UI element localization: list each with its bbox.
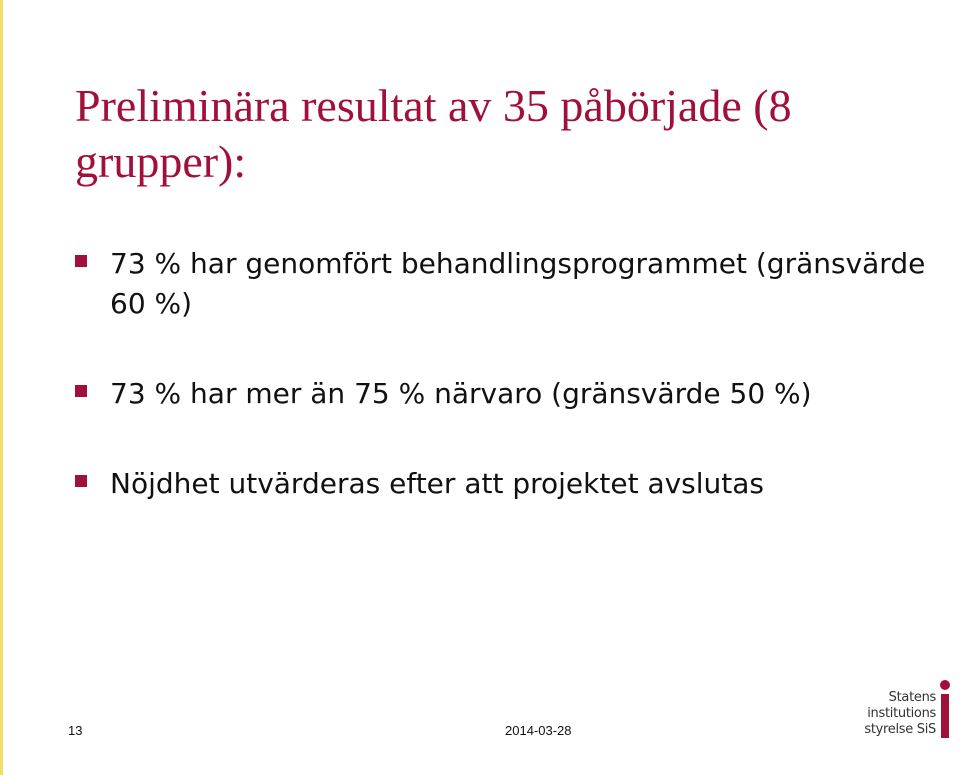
bullet-item	[75, 464, 935, 504]
bullet-text: 73 % har genomfört behandlingsprogrammet (gränsvärde 60 %)	[110, 247, 926, 320]
bullet-text: Nöjdhet utvärderas efter att projektet avslutas	[110, 467, 765, 500]
page-number: 13	[68, 723, 83, 738]
square-bullet-icon	[75, 385, 87, 397]
left-edge-rule	[0, 0, 3, 775]
logo-i-mark-icon	[938, 678, 952, 740]
square-bullet-icon	[75, 475, 87, 487]
bullet-item	[75, 244, 935, 324]
square-bullet-icon	[75, 255, 87, 267]
sis-logo	[852, 676, 952, 742]
bullet-list	[75, 244, 935, 504]
logo-text-line: institutions	[867, 706, 936, 721]
slide-title: Preliminära resultat av 35 påbörjade (8 grupper):	[75, 80, 792, 187]
footer-date: 2014-03-28	[505, 723, 572, 738]
bullet-text: 73 % har mer än 75 % närvaro (gränsvärde 50 %)	[110, 377, 812, 410]
bullet-item	[75, 374, 935, 414]
logo-text-line: styrelse SiS	[864, 722, 936, 737]
logo-text-line: Statens	[888, 690, 936, 705]
